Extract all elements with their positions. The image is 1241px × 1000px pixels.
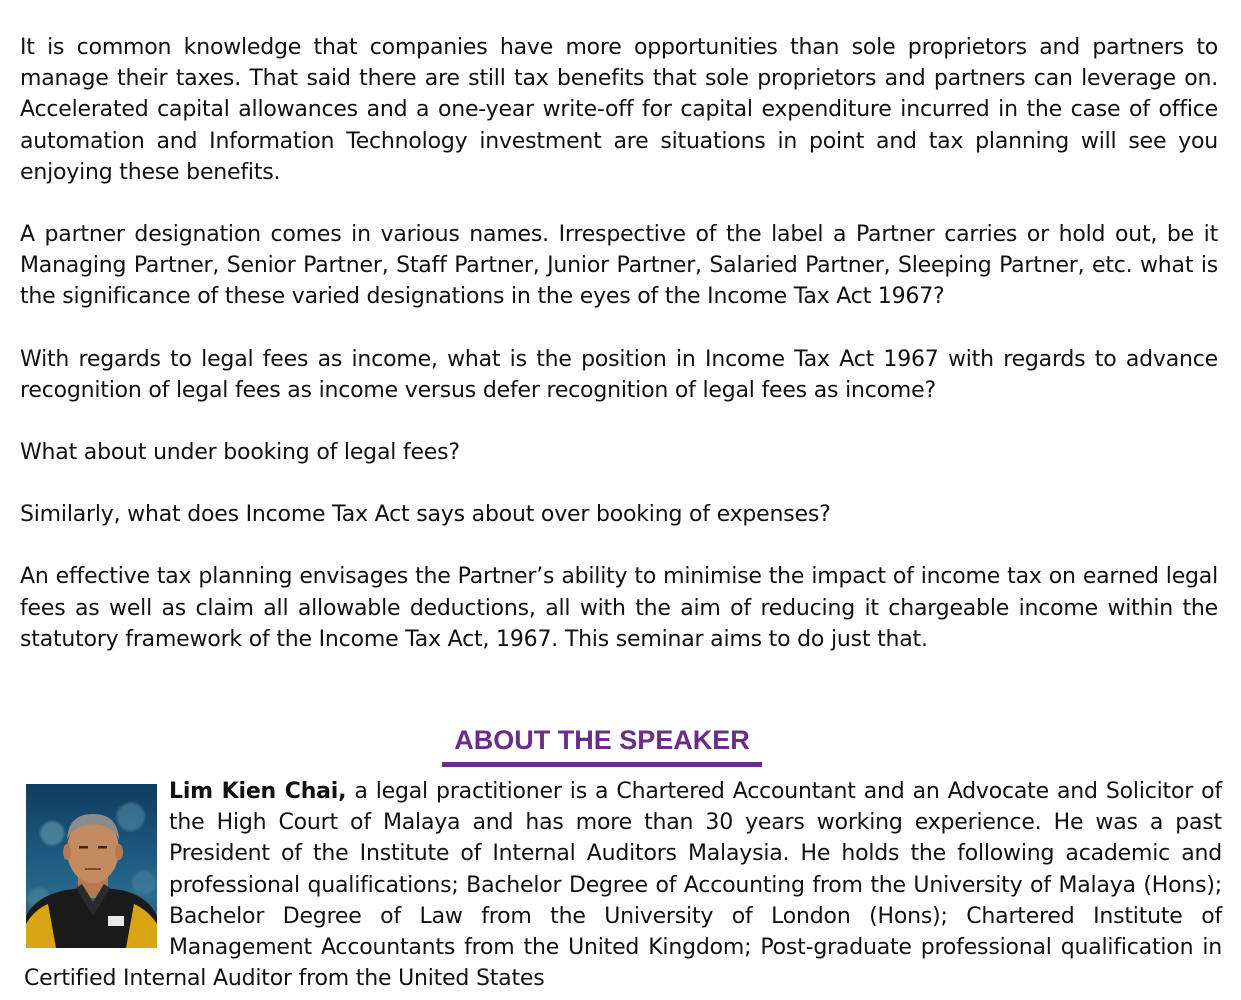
- speaker-photo: [26, 784, 157, 948]
- speaker-name: Lim Kien Chai,: [169, 779, 347, 804]
- speaker-section: [24, 776, 1222, 994]
- section-heading: ABOUT THE SPEAKER: [442, 722, 762, 767]
- intro-paragraph-2: A partner designation comes in various names. Irrespective of the label a Partner carries or hold out, be it Managing Partner, Senior Partner, Staff Partner, Junior Partner, Salaried Partner, Sleeping Partner, etc. what is the significance of these varied designations in the eyes of the Income Tax Act 1967?: [20, 222, 1218, 310]
- speaker-heading-container: [0, 722, 1204, 767]
- intro-text: [20, 32, 1218, 686]
- speaker-bio-text: a legal practitioner is a Chartered Accountant and an Advocate and Solicitor of the High Court of Malaya and has more than 30 years working experience. He was a past President of the Institute of Internal Auditors Malaysia. He holds the following academic and professional qualifications; Bachelor Degree of Accounting from the University of Malaya (Hons); Bachelor Degree of Law from the University of London (Hons); Chartered Institute of Management Accountants from the United Kingdom; Post-graduate professional qualification in Certified Internal Auditor from the United States: [24, 779, 1222, 992]
- intro-paragraph-4: What about under booking of legal fees?: [20, 440, 460, 466]
- intro-paragraph-1: It is common knowledge that companies have more opportunities than sole proprietors and partners to manage their taxes. That said there are still tax benefits that sole proprietors and partners can leverage on. Accelerated capital allowances and a one-year write-off for capital expenditure incurred in the case of office automation and Information Technology investment are situations in point and tax planning will see you enjoying these benefits.: [20, 35, 1218, 185]
- speaker-bio: [24, 776, 1222, 994]
- speaker-portrait-illustration: [26, 784, 157, 948]
- intro-paragraph-5: Similarly, what does Income Tax Act says about over booking of expenses?: [20, 502, 831, 528]
- intro-paragraph-6: An effective tax planning envisages the Partner’s ability to minimise the impact of income tax on earned legal fees as well as claim all allowable deductions, all with the aim of reducing it chargeable income within the statutory framework of the Income Tax Act, 1967. This seminar aims to do just that.: [20, 564, 1218, 652]
- intro-paragraph-3: With regards to legal fees as income, what is the position in Income Tax Act 1967 with regards to advance recognition of legal fees as income versus defer recognition of legal fees as income?: [20, 346, 1218, 403]
